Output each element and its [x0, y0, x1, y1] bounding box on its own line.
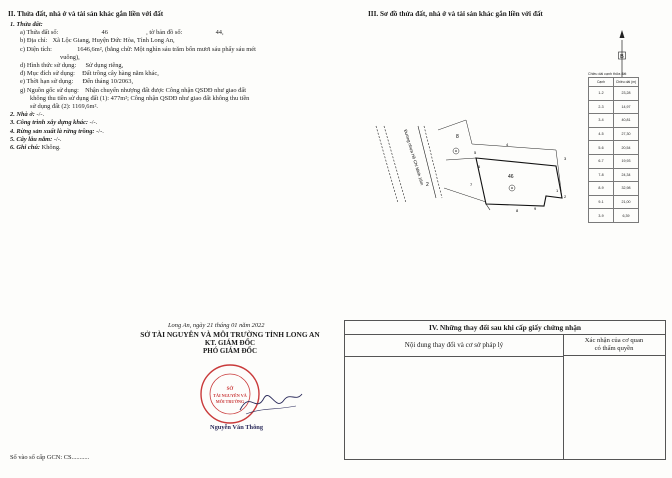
area-row-cont — [10, 54, 332, 62]
north-arrow-icon — [616, 28, 628, 78]
length-cell: 14,97 — [614, 100, 639, 114]
perennial-row — [10, 136, 332, 144]
signature-block — [110, 322, 350, 355]
usage-form-label: d) Hình thức sử dụng: — [20, 62, 77, 70]
changes-col-confirm-line2: có thẩm quyền — [594, 345, 634, 352]
note-row — [10, 144, 332, 152]
table-row — [589, 154, 639, 168]
vertex-label-5: 5 — [474, 150, 477, 155]
usage-origin-value: Nhận chuyển nhượng đất được Công nhận QSDĐ như giao đất — [85, 86, 246, 94]
edge-cell: 8-9 — [589, 182, 614, 196]
table-row — [589, 127, 639, 141]
changes-title: IV. Những thay đổi sau khi cấp giấy chứng nhận — [345, 321, 665, 335]
perennial-label: 5. Cây lâu năm: — [10, 135, 53, 143]
plot-number-1: 8 — [456, 134, 459, 140]
vertex-label-8: 8 — [516, 208, 519, 213]
usage-term-label: e) Thời hạn sử dụng: — [20, 78, 74, 86]
table-header-length: Chiều dài (m) — [614, 78, 639, 87]
forest-row — [10, 128, 332, 136]
edge-length-table-wrap — [588, 72, 639, 223]
serial-label: Số vào sổ cấp GCN: CS — [10, 454, 72, 461]
kt-label: KT. GIÁM ĐỐC — [204, 339, 256, 348]
usage-origin-value-2: không thu tiền sử dụng đất (1): 477m²; Công nhận QSDĐ như giao đất không thu tiền — [30, 94, 250, 102]
serial-value: ........... — [71, 454, 90, 461]
usage-origin-row-2 — [10, 95, 332, 103]
parcel-drawing — [366, 98, 581, 238]
changes-col-confirm-line1: Xác nhận của cơ quan — [584, 337, 644, 344]
parcel-number-label: a) Thửa đất số: — [20, 29, 59, 37]
length-cell: 20,54 — [614, 141, 639, 155]
section-title-land-info: II. Thửa đất, nhà ở và tài sản khác gắn liền với đất — [8, 10, 164, 18]
area-value: 1646,6m², (bằng chữ: Một nghìn sáu trăm bốn mươi sáu phẩy sáu mét — [77, 45, 256, 53]
section-title-sketch: III. Sơ đồ thửa đất, nhà ở và tài sản khác gắn liền với đất — [368, 10, 543, 18]
parcel-number-row — [10, 29, 332, 37]
table-row — [589, 195, 639, 209]
usage-origin-row-3 — [10, 103, 332, 111]
usage-purpose-row — [10, 70, 332, 78]
forest-label: 4. Rừng sản xuất là rừng trồng: — [10, 127, 95, 135]
usage-origin-row — [10, 87, 332, 95]
changes-table — [344, 320, 666, 460]
table-row — [589, 100, 639, 114]
vertex-label-4: 4 — [506, 142, 509, 147]
length-cell: 40,81 — [614, 114, 639, 128]
table-row — [589, 78, 639, 87]
north-label: B — [620, 54, 624, 60]
length-cell: 6,39 — [614, 209, 639, 223]
table-row — [589, 182, 639, 196]
table-header-edge: Cạnh — [589, 78, 614, 87]
edge-cell: 6-7 — [589, 154, 614, 168]
changes-col-content: Nội dung thay đổi và cơ sở pháp lý — [345, 334, 564, 357]
vertex-label-3: 3 — [564, 156, 567, 161]
usage-purpose-label: đ) Mục đích sử dụng: — [20, 70, 75, 78]
edge-cell: 9-1 — [589, 195, 614, 209]
area-value-cont: vuông), — [60, 53, 80, 61]
construction-row — [10, 119, 332, 127]
road-label: Đường nhựa Hồ Chí Minh 16m — [403, 128, 425, 186]
length-cell: 19,93 — [614, 154, 639, 168]
usage-term-value: Đến tháng 10/2063, — [82, 78, 134, 86]
usage-purpose-value: Đất trồng cây hàng năm khác, — [82, 70, 159, 78]
edge-length-table — [588, 77, 639, 223]
column-divider — [563, 356, 564, 459]
svg-text:MÔI TRƯỜNG: MÔI TRƯỜNG — [215, 399, 245, 404]
usage-origin-value-3: sử dụng đất (2): 1169,6m². — [30, 103, 98, 111]
length-cell: 24,34 — [614, 168, 639, 182]
usage-form-value: Sử dụng riêng, — [85, 62, 124, 70]
note-label: 6. Ghi chú: — [10, 144, 41, 152]
land-info-section — [10, 10, 332, 152]
edge-cell: 3-4 — [589, 114, 614, 128]
address-label: b) Địa chỉ: — [20, 37, 48, 45]
handwritten-signature-icon — [236, 384, 306, 420]
plot-number-3: 2 — [426, 182, 429, 188]
forest-value: -/-. — [96, 127, 104, 135]
note-value: Không. — [41, 144, 61, 152]
table-row — [589, 209, 639, 223]
map-sheet-value: 44, — [215, 29, 224, 37]
vertex-label-2: 2 — [564, 194, 567, 199]
edge-cell: 7-8 — [589, 168, 614, 182]
changes-col-confirm — [563, 334, 665, 356]
usage-origin-label: g) Nguồn gốc sử dụng: — [20, 86, 79, 94]
edge-cell: 5-6 — [589, 141, 614, 155]
house-row — [10, 111, 332, 119]
edge-cell: 3-9 — [589, 209, 614, 223]
plot-number-2: 46 — [508, 174, 514, 180]
usage-term-row — [10, 78, 332, 86]
vertex-label-6: 6 — [478, 164, 481, 169]
construction-label: 3. Công trình xây dựng khác: — [10, 119, 89, 127]
svg-text:SỞ: SỞ — [226, 387, 234, 392]
table-row — [589, 114, 639, 128]
vertex-label-9: 9 — [534, 206, 537, 211]
edge-cell: 4-5 — [589, 127, 614, 141]
edge-cell: 2-3 — [589, 100, 614, 114]
length-cell: 27,30 — [614, 127, 639, 141]
edge-cell: 1-2 — [589, 87, 614, 101]
parcel-number-value: 46 — [101, 29, 108, 37]
agency-name: SỞ TÀI NGUYÊN VÀ MÔI TRƯỜNG TỈNH LONG AN — [140, 330, 320, 340]
vertex-label-7: 7 — [470, 182, 473, 187]
role-label: PHÓ GIÁM ĐỐC — [202, 347, 258, 356]
serial-number-row — [10, 454, 89, 462]
item1-title: 1. Thửa đất: — [10, 21, 43, 28]
date-line: Long An, ngày 21 tháng 01 năm 2022 — [168, 322, 265, 329]
perennial-value: -/-. — [53, 135, 62, 143]
address-value: Xã Lộc Giang, Huyện Đức Hòa, Tỉnh Long An, — [52, 37, 175, 45]
vertex-label-1: 1 — [556, 188, 559, 193]
parcel-sketch-section — [366, 10, 662, 310]
length-cell: 21,00 — [614, 195, 639, 209]
edge-table-caption: Chiều dài cạnh thửa đất — [588, 72, 627, 76]
table-row — [589, 87, 639, 101]
address-row — [10, 37, 332, 45]
area-row — [10, 46, 332, 54]
usage-form-row — [10, 62, 332, 70]
construction-value: -/-. — [89, 119, 98, 127]
table-row — [589, 141, 639, 155]
area-label: c) Diện tích: — [20, 45, 52, 53]
table-row — [589, 168, 639, 182]
length-cell: 23,28 — [614, 87, 639, 101]
house-value: -/-. — [36, 111, 45, 119]
map-sheet-label: , tờ bản đồ số: — [146, 29, 183, 37]
signer-name: Nguyễn Văn Thông — [210, 424, 264, 431]
house-label: 2. Nhà ở: — [10, 111, 35, 119]
svg-text:TÀI NGUYÊN VÀ: TÀI NGUYÊN VÀ — [213, 393, 247, 398]
length-cell: 32,98 — [614, 182, 639, 196]
